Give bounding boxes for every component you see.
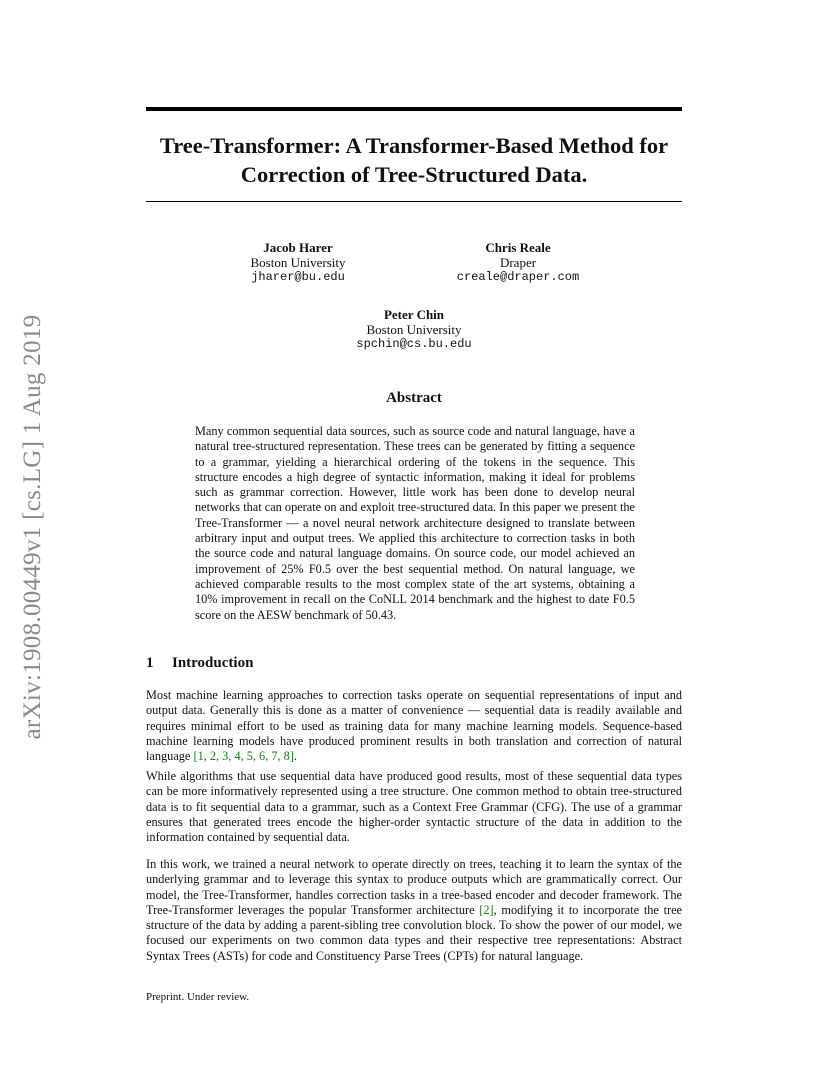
author-email: jharer@bu.edu (251, 270, 345, 284)
abstract-heading: Abstract (386, 390, 442, 406)
intro-paragraph-1 (146, 688, 682, 764)
preprint-footer: Preprint. Under review. (146, 991, 250, 1003)
intro-paragraph-2: While algorithms that use sequential data have produced good results, most of these sequential data types can be more informatively represented using a tree structure. One common method to obtain tree-structured data is to fit sequential data to a grammar, such as a Context Free Grammar (CFG). The use of a grammar ensures that generated trees encode the higher-order syntactic structure of the data in addition to the information contained by sequential data. (146, 769, 682, 845)
author-name: Peter Chin (383, 307, 445, 322)
author-block-3 (314, 307, 514, 352)
title-line-1: Tree-Transformer: A Transformer-Based Method for (159, 133, 669, 158)
citation-link[interactable]: [2] (479, 902, 494, 917)
intro-paragraph-3 (146, 857, 682, 964)
author-affiliation: Draper (499, 255, 537, 270)
paragraph-end: . (293, 749, 297, 764)
arxiv-identifier-text: arXiv:1908.00449v1 [cs.LG] 1 Aug 2019 (19, 314, 46, 740)
citation-link[interactable]: [1, 2, 3, 4, 5, 6, 7, 8] (193, 749, 294, 764)
author-affiliation: Boston University (366, 322, 462, 337)
section-number: 1 (146, 655, 154, 671)
author-name: Chris Reale (485, 240, 551, 255)
author-name: Jacob Harer (263, 240, 333, 255)
title-line-2: Correction of Tree-Structured Data. (240, 162, 588, 187)
author-affiliation: Boston University (250, 255, 346, 270)
author-block-2 (418, 240, 618, 285)
paragraph-text: Most machine learning approaches to correction tasks operate on sequential representations of input and output data. Generally this is done as a matter of convenience — sequential data is readily available and requires minimal effort to be used as training data for many machine learning models. Sequence-based machine learning models have produced prominent results in both translation and correction of natural language (146, 688, 682, 764)
abstract-body: Many common sequential data sources, such as source code and natural language, have a natural tree-structured representation. These trees can be generated by fitting a sequence to a grammar, yielding a hierarchical ordering of the tokens in the sequence. This structure encodes a high degree of syntactic information, making it ideal for problems such as grammar correction. However, little work has been done to develop neural networks that can operate on and exploit tree-structured data. In this paper we present the Tree-Transformer — a novel neural network architecture designed to translate between arbitrary input and output trees. We applied this architecture to correction tasks in both the source code and natural language domains. On source code, our model achieved an improvement of 25% F0.5 over the best sequential method. On natural language, we achieved comparable results to the most complex state of the art systems, obtaining a 10% improvement in recall on the CoNLL 2014 benchmark and the highest to date F0.5 score on the AESW benchmark of 50.43. (195, 424, 635, 622)
paragraph-text-cont: , modifying it to incorporate the tree structure of the data by adding a parent-sibling tree convolution block. To show the power of our model, we focused our experiments on two common data types and their respective tree representations: Abstract Syntax Trees (ASTs) for code and Constituency Parse Trees (CPTs) for natural language. (146, 902, 682, 963)
author-block-1 (198, 240, 398, 285)
section-title: Introduction (172, 655, 254, 671)
title-top-rule (146, 107, 682, 111)
title-bottom-rule (146, 201, 682, 202)
paper-title (146, 131, 682, 189)
arxiv-identifier (18, 292, 48, 762)
author-email: creale@draper.com (456, 270, 580, 284)
paragraph-text: In this work, we trained a neural network to operate directly on trees, teaching it to learn the syntax of the underlying grammar and to leverage this syntax to produce outputs which are grammatically correct. Our model, the Tree-Transformer, handles correction tasks in a tree-based encoder and decoder framework. The Tree-Transformer leverages the popular Transformer architecture (146, 857, 682, 917)
author-email: spchin@cs.bu.edu (356, 337, 472, 351)
section-heading-introduction (146, 655, 253, 672)
